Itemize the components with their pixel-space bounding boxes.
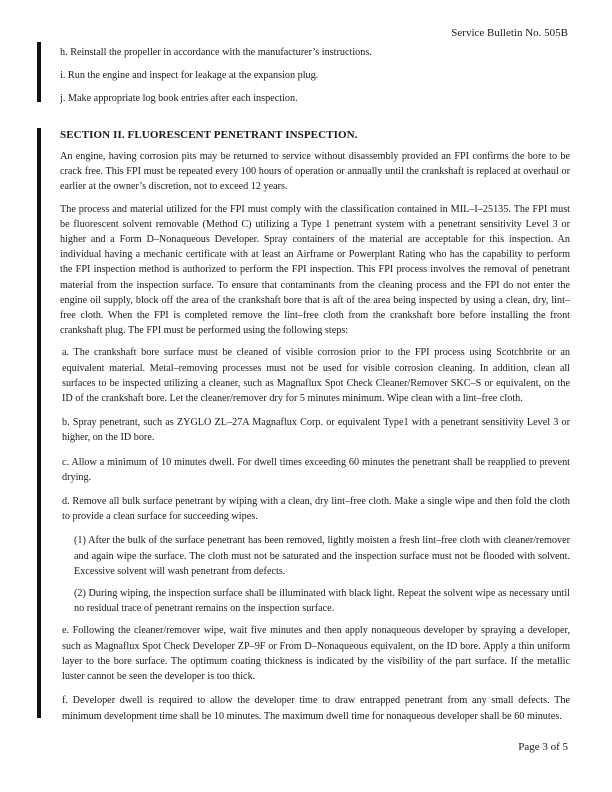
process-paragraph: The process and material utilized for the FPI must comply with the classification contained in MIL–I–25135. The FPI must be fluorescent solvent removable (Method C) utilizing a Type 1 penetrant system with a penetrant sensitivity Level 3 or higher and a Form D–Nonaqueous Developer. Spray containers of the material are acceptable for this inspection. An individual having a mechanic certificate with at least an Airframe or Powerplant Rating who has the capability to perform the FPI inspection method is authorized to perform the FPI inspection. This FPI process involves the removal of penetrant material from the inspection surface. To ensure that contaminants from the cleaning process and the FPI do not enter the engine oil supply, block off the area of the crankshaft bore that is aft of the area being inspected by using a clean, dry, lint–free cloth. When the FPI is completed remove the lint–free cloth from the crankshaft bore before installing the front crankshaft plug. The FPI must be performed using the following steps: [60,203,570,337]
page-number: Page 3 of 5 [518,741,568,753]
step-d-2: (2) During wiping, the inspection surface shall be illuminated with black light. Repeat the solvent wipe as necessary until no residual trace of penetrant remains on the inspection surface. [74,588,570,615]
step-c: c. Allow a minimum of 10 minutes dwell. For dwell times exceeding 60 minutes the penetrant shall be reapplied to prevent drying. [62,456,570,483]
top-steps-list [60,45,570,115]
bulletin-number: Service Bulletin No. 505B [451,27,568,39]
section-title: SECTION II. FLUORESCENT PENETRANT INSPECTION. [60,129,358,141]
change-bar [37,128,41,718]
step-d-1: (1) After the bulk of the surface penetrant has been removed, lightly moisten a fresh lint–free cloth with cleaner/remover and again wipe the surface. The cloth must not be saturated and the inspection surface must not be flooded with solvent. Excessive solvent will wash penetrant from defects. [74,535,570,577]
step-b: b. Spray penetrant, such as ZYGLO ZL–27A Magnaflux Corp. or equivalent Type1 with a penetrant sensitivity Level 3 or higher, on the ID bore. [62,417,570,444]
section-body [60,149,570,733]
step-f: f. Developer dwell is required to allow the developer time to draw entrapped penetrant from any small defects. The minimum development time shall be 10 minutes. The maximum dwell time for nonaqueous developer shall be 60 minutes. [62,695,570,722]
step-i: i. Run the engine and inspect for leakage at the expansion plug. [60,70,319,82]
step-a: a. The crankshaft bore surface must be cleaned of visible corrosion prior to the FPI process using Scotchbrite or an equivalent material. Metal–removing processes must not be used for visible corrosion cleaning. In addition, clean all surfaces to be inspected utilizing a cleaner, such as Magnaflux Spot Check Cleaner/Remover SKC–S or equivalent, on the ID of the crankshaft bore. Let the cleaner/remover dry for 5 minutes minimum. Wipe clean with a lint–free cloth. [62,347,570,405]
change-bar [37,42,41,102]
step-d: d. Remove all bulk surface penetrant by wiping with a clean, dry lint–free cloth. Make a single wipe and then fold the cloth to provide a clean surface for succeeding wipes. [62,496,570,523]
step-e: e. Following the cleaner/remover wipe, wait five minutes and then apply nonaqueous developer by spraying a developer, such as Magnaflux Spot Check Developer ZP–9F or From D–Nonaqueous equivalent, on the ID bore. Apply a thin uniform layer to the bore surface. The optimum coating thickness is indicated by the visibility of the part surface. If the metallic luster cannot be seen the developer is too thick. [62,625,570,683]
fpi-steps [62,345,570,723]
step-j: j. Make appropriate log book entries after each inspection. [60,93,298,105]
intro-paragraph: An engine, having corrosion pits may be returned to service without disassembly provided an FPI confirms the bore to be crack free. This FPI must be repeated every 100 hours of operation or annually until the crankshaft is replaced at overhaul or earlier at the owner’s discretion, not to exceed 12 years. [60,151,570,193]
step-h: h. Reinstall the propeller in accordance with the manufacturer’s instructions. [60,47,372,58]
